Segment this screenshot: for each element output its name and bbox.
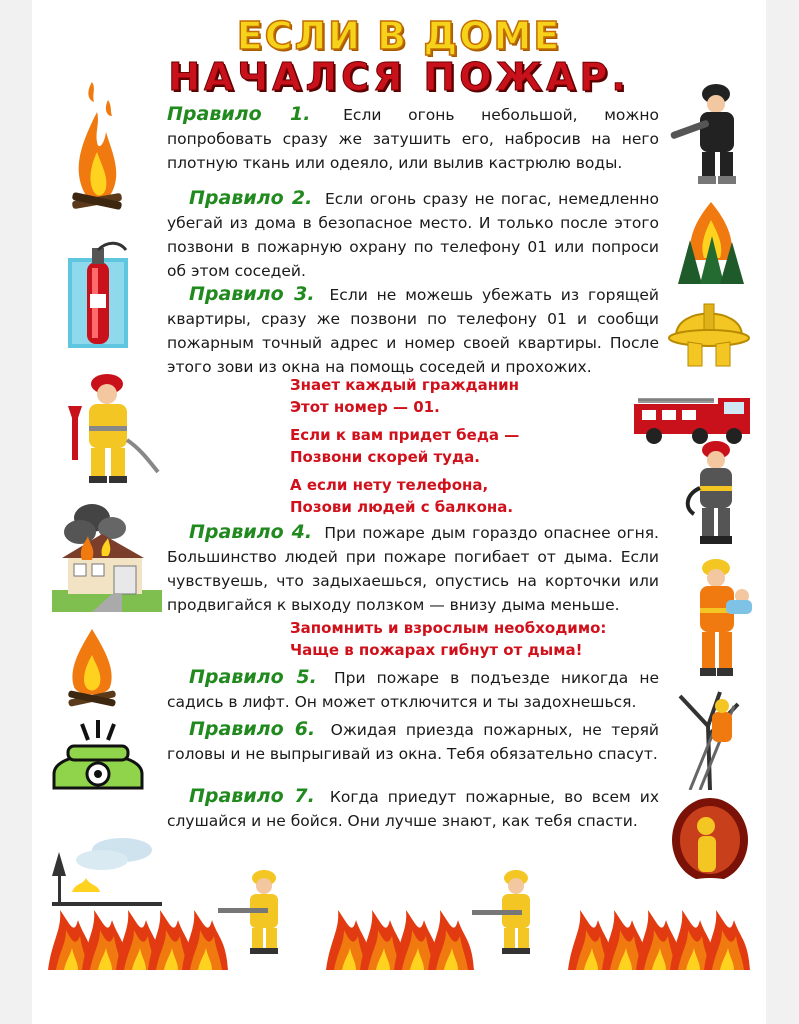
rule-2-text: Если огонь сразу не погас, немедленно убегай из дома в безопасное место. И только после этого позвони в пожарную охрану по телефону 01 или попроси об этом соседей. [167, 190, 659, 280]
campfire-icon [62, 72, 132, 217]
rule-4-head: Правило 4. [189, 521, 313, 543]
rule-2 [167, 186, 659, 283]
rule-4-text: При пожаре дым гораздо опаснее огня. Большинство людей при пожаре погибает от дыма. Если чувствуешь, что задыхаешься, опустись на корточки или продвигайся к выходу ползком — внизу дыма меньше. [167, 524, 659, 614]
fire-helmet-icon [668, 292, 750, 372]
rule-3-head: Правило 3. [189, 283, 315, 305]
firefighter-rescue-icon [682, 556, 758, 680]
poem-line: А если нету телефона, [290, 476, 489, 494]
bonfire-icon [62, 625, 122, 713]
rule-6 [167, 717, 659, 766]
ladder-rescue-icon [660, 686, 750, 790]
firefighter-spraying-icon [472, 868, 562, 956]
rule-7-head: Правило 7. [189, 785, 315, 807]
rule-3 [167, 282, 659, 379]
warning-line: Запомнить и взрослым необходимо: [290, 619, 607, 637]
fire-border-icon [48, 880, 752, 970]
burning-trees-icon [676, 200, 746, 288]
rule-7 [167, 784, 659, 833]
warning-line: Чаще в пожарах гибнут от дыма! [290, 641, 583, 659]
firefighter-icon [62, 370, 162, 485]
rule-3-text: Если не можешь убежать из горящей квартиры, сразу же позвони по телефону 01 и сообщи пожарным точный адрес и номер своей квартиры. После этого зови из окна на помощь соседей и прохожих. [167, 286, 659, 376]
rule-1-head: Правило 1. [167, 103, 311, 125]
firefighter-hose-icon [670, 80, 750, 186]
burning-house-icon [52, 500, 162, 612]
firefighter-badge-icon [670, 796, 750, 892]
rule-1 [167, 102, 659, 175]
rule-2-head: Правило 2. [189, 187, 313, 209]
rule-1-text: Если огонь небольшой, можно попробовать сразу же затушить его, набросив на него плотную ткань или одеяло, или вылив кастрюлю воды. [167, 106, 659, 172]
rule-7-text: Когда приедут пожарные, во всем их слушайся и не бойся. Они лучше знают, как тебя спасти. [167, 788, 659, 830]
firefighter-standing-icon [680, 438, 750, 548]
rule-5 [167, 665, 659, 714]
fire-extinguisher-icon [68, 238, 128, 350]
rule-4 [167, 520, 659, 617]
rule-6-head: Правило 6. [189, 718, 316, 740]
poem-line: Знает каждый гражданин [290, 376, 519, 394]
title-line-1: ЕСЛИ В ДОМЕ [236, 14, 562, 58]
poem [290, 374, 519, 518]
firefighter-spraying-icon [218, 868, 308, 956]
poster-page [32, 0, 766, 1024]
poem-line: Этот номер — 01. [290, 398, 440, 416]
smoke-warning [290, 617, 606, 661]
poem-line: Позвони скорей туда. [290, 448, 480, 466]
rule-5-head: Правило 5. [189, 666, 317, 688]
poem-line: Позови людей с балкона. [290, 498, 514, 516]
rule-6-text: Ожидая приезда пожарных, не теряй головы и не выпрыгивай из окна. Тебя обязательно спасут. [167, 721, 660, 763]
title-line-2: НАЧАЛСЯ ПОЖАР. [168, 55, 630, 99]
phone-icon [50, 718, 146, 794]
poem-line: Если к вам придет беда — [290, 426, 520, 444]
rule-5-text: При пожаре в подъезде никогда не садись в лифт. Он может отключится и ты задохнешься. [167, 669, 659, 711]
